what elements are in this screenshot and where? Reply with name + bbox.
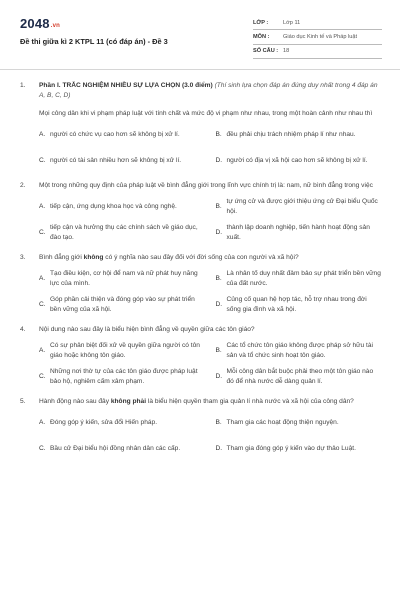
option-a[interactable]: A. người có chức vụ cao hơn sẽ không bị xử lí.	[39, 131, 180, 138]
question-list	[20, 81, 382, 469]
question-number: 3.	[20, 254, 26, 261]
option-a[interactable]: A. Đóng góp ý kiến, sửa đổi Hiến pháp.	[39, 419, 158, 426]
part-heading: Phần I. TRẮC NGHIỆM NHIỀU SỰ LỰA CHỌN (3.0 điểm) (Thí sinh lựa chọn đáp án đúng duy nhất trong 4 đáp án A, B, C, D)	[39, 82, 378, 99]
option-b[interactable]: B. Các tổ chức tôn giáo không được pháp sở hữu tài sản và tổ chức sinh hoạt tôn giáo.	[215, 342, 374, 359]
question-1	[20, 81, 382, 171]
question-text: Nội dung nào sau đây là biểu hiện bình đẳng về quyền giữa các tôn giáo?	[39, 326, 255, 333]
site-logo[interactable]	[20, 16, 60, 31]
question-text: Hành động nào sau đây không phải là biểu hiện quyền tham gia quản lí nhà nước và xã hội của công dân?	[39, 398, 354, 405]
logo-suffix: .vn	[50, 23, 61, 29]
question-text: Một trong những quy định của pháp luật về bình đẳng giới trong lĩnh vực chính trị là: nam, nữ bình đẳng trong việc	[39, 182, 373, 189]
question-4	[20, 325, 382, 387]
option-c[interactable]: C. Bầu cử Đại biểu hội đồng nhân dân các cấp.	[39, 445, 181, 452]
option-b[interactable]: B. đều phải chịu trách nhiệm pháp lí như nhau.	[215, 131, 356, 138]
option-a[interactable]: A. Có sự phân biệt đối xử về quyền giữa người có tôn giáo hoặc không tôn giáo.	[39, 342, 200, 359]
option-d[interactable]: D. Mỗi công dân bắt buộc phải theo một tôn giáo nào đó để nhà nước dễ dàng quản lí.	[215, 368, 374, 385]
question-5	[20, 397, 382, 459]
logo-text: 2048	[20, 16, 50, 31]
answer-options	[39, 125, 382, 171]
option-d[interactable]: D. thành lập doanh nghiệp, tiến hành hoạt động sản xuất.	[215, 224, 370, 241]
option-c[interactable]: C. tiếp cận và hưởng thụ các chính sách về giáo dục, đào tạo.	[39, 224, 198, 241]
exam-title: Đề thi giữa kì 2 KTPL 11 (có đáp án) - Đề 3	[20, 37, 168, 46]
info-row-count: SỐ CÂU : 18	[253, 45, 382, 59]
option-a[interactable]: A. Tạo điều kiện, cơ hội để nam và nữ phát huy năng lực của mình.	[39, 270, 198, 287]
option-c[interactable]: C. người có tài sản nhiều hơn sẽ không bị xử lí.	[39, 157, 182, 164]
option-d[interactable]: D. người có địa vị xã hội cao hơn sẽ không bị xử lí.	[215, 157, 368, 164]
question-number: 1.	[20, 82, 26, 89]
answer-options	[39, 197, 382, 243]
question-text: Mọi công dân khi vi phạm pháp luật với tính chất và mức độ vi phạm như nhau, trong một hoàn cảnh như nhau thì	[39, 110, 373, 117]
option-d[interactable]: D. Tham gia đóng góp ý kiến vào dự thảo Luật.	[215, 445, 356, 452]
option-b[interactable]: B. tự ứng cử và được giới thiệu ứng cử Đại biểu Quốc hội.	[215, 198, 378, 215]
page-header	[20, 16, 382, 60]
option-c[interactable]: C. Góp phần cải thiện và đóng góp vào sự phát triển bền vững của xã hội.	[39, 296, 195, 313]
option-d[interactable]: D. Củng cố quan hệ hợp tác, hỗ trợ nhau trong đời sống gia đình và xã hội.	[215, 296, 367, 313]
info-row-subject: MÔN : Giáo dục Kinh tế và Pháp luật	[253, 30, 382, 44]
option-a[interactable]: A. tiếp cận, ứng dụng khoa học và công nghệ.	[39, 203, 177, 210]
option-b[interactable]: B. Tham gia các hoạt động thiện nguyện.	[215, 419, 339, 426]
header-divider	[0, 69, 400, 70]
answer-options	[39, 413, 382, 459]
option-c[interactable]: C. Những nơi thờ tự của các tôn giáo được pháp luật bảo hộ, nghiêm cấm xâm phạm.	[39, 368, 198, 385]
question-2	[20, 181, 382, 243]
question-text: Bình đẳng giới không có ý nghĩa nào sau đây đối với đời sống của con người và xã hội?	[39, 254, 299, 261]
exam-info	[253, 16, 382, 59]
option-b[interactable]: B. Là nhân tố duy nhất đảm bảo sự phát triển bền vững của đất nước.	[215, 270, 381, 287]
question-3	[20, 253, 382, 315]
question-number: 2.	[20, 182, 26, 189]
answer-options	[39, 269, 382, 315]
info-row-class: LỚP : Lớp 11	[253, 16, 382, 30]
answer-options	[39, 341, 382, 387]
question-number: 4.	[20, 326, 26, 333]
question-number: 5.	[20, 398, 26, 405]
